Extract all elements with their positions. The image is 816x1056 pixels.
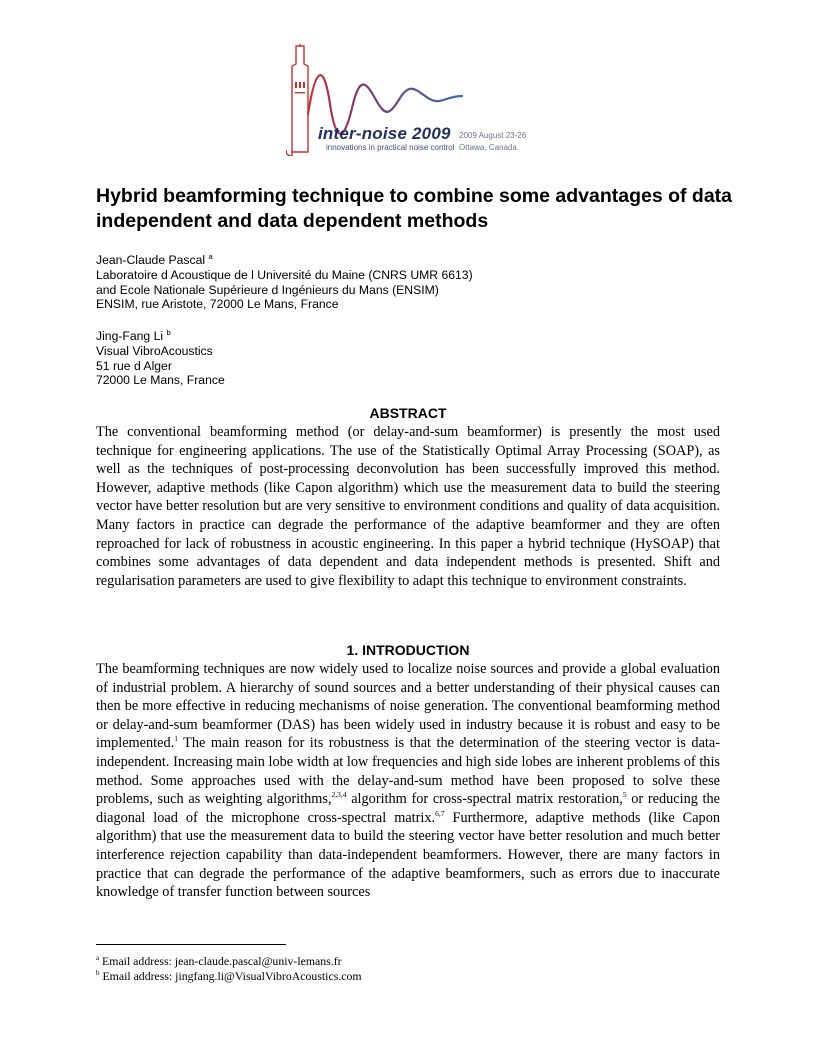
affiliation-line: and Ecole Nationale Supérieure d Ingénieurs du Mans (ENSIM) [96,282,439,297]
citation-ref: 1 [174,734,178,744]
affiliation-line: 72000 Le Mans, France [96,373,225,388]
introduction-text: The beamforming techniques are now widely used to localize noise sources and provide a global evaluation of industrial problem. A hierarchy of sound sources and a better understanding of their physical causes can then be more effective in reducing mechanisms of noise generation. The conventional beamforming method or delay-and-sum beamformer (DAS) has been widely used in industry because it is robust and easy to be implemented.$^1$ The main reason for its robustness is that the determination of the steering vector is data-independent. Increasing main lobe width at low frequencies and high side lobes are inherent problems of this method. Some approaches used with the delay-and-sum method have been proposed to solve these problems, such as weighting algorithms,$^{2,3,4}$ algorithm for cross-spectral matrix restoration,$^5$ or reducing the diagonal load of the microphone cross-spectral matrix.$^{6,7}$ Furthermore, adaptive methods (like Capon algorithm) that use the measurement data to build the steering vector have better resolution and much better interference rejection capability than data-independent beamformers. However, there are many factors in practice that can degrade the performance of the adaptive beamformers, such as errors due to inaccurate knowledge of transfer function between sources [96,661,721,901]
logo-location: Ottawa, Canada [459,143,517,152]
author-block-2 [96,329,716,388]
author-name-2: Jing-Fang Li $^b$ [96,327,171,343]
conference-logo [286,44,536,156]
logo-date: 2009 August 23-26 [459,131,527,140]
affiliation-line: Laboratoire d Acoustique de l Université du Maine (CNRS UMR 6613) [96,267,473,282]
logo-tagline: innovations in practical noise control [326,143,455,152]
affiliation-line: Visual VibroAcoustics [96,343,213,358]
citation-ref: 2,3,4 [331,790,347,800]
footnote-b: $^b$ Email address: jingfang.li@VisualVibroAcoustics.com [96,969,362,983]
author-mark-2: b [166,327,171,337]
introduction-heading: 1. INTRODUCTION [346,642,470,658]
footnote-a: $^a$ Email address: jean-claude.pascal@univ-lemans.fr [96,954,342,968]
abstract-text: The conventional beamforming method (or delay-and-sum beamformer) is presently the most used technique for engineering applications. The use of the Statistically Optimal Array Processing (SOAP), as well as the techniques of post-processing deconvolution has been successfully improved this method. However, adaptive methods (like Capon algorithm) which use the measurement data to build the steering vector have better resolution but are very sensitive to environment conditions and quality of data acquisition. Many factors in practice can degrade the performance of the adaptive beamformer and they are often reproached for lack of robustness in acoustic engineering. In this paper a hybrid technique (HySOAP) that combines some advantages of data dependent and data independent methods is presented. Shift and regularisation parameters are used to give flexibility to adapt this technique to environment constraints. [96,424,720,589]
footnote-divider [96,944,286,945]
footnotes [96,954,716,984]
abstract-heading: ABSTRACT [369,405,447,421]
paper-title: Hybrid beamforming technique to combine some advantages of data independent and data dependent methods [96,185,733,232]
citation-ref: 6,7 [435,808,445,818]
author-name-1: Jean-Claude Pascal $^a$ [96,251,213,267]
affiliation-line: ENSIM, rue Aristote, 72000 Le Mans, France [96,297,339,312]
affiliation-line: 51 rue d Alger [96,358,172,373]
author-mark-1: a [208,251,213,261]
author-block-1 [96,253,716,312]
citation-ref: 5 [622,790,627,800]
logo-name: inter-noise 2009 [318,124,451,143]
